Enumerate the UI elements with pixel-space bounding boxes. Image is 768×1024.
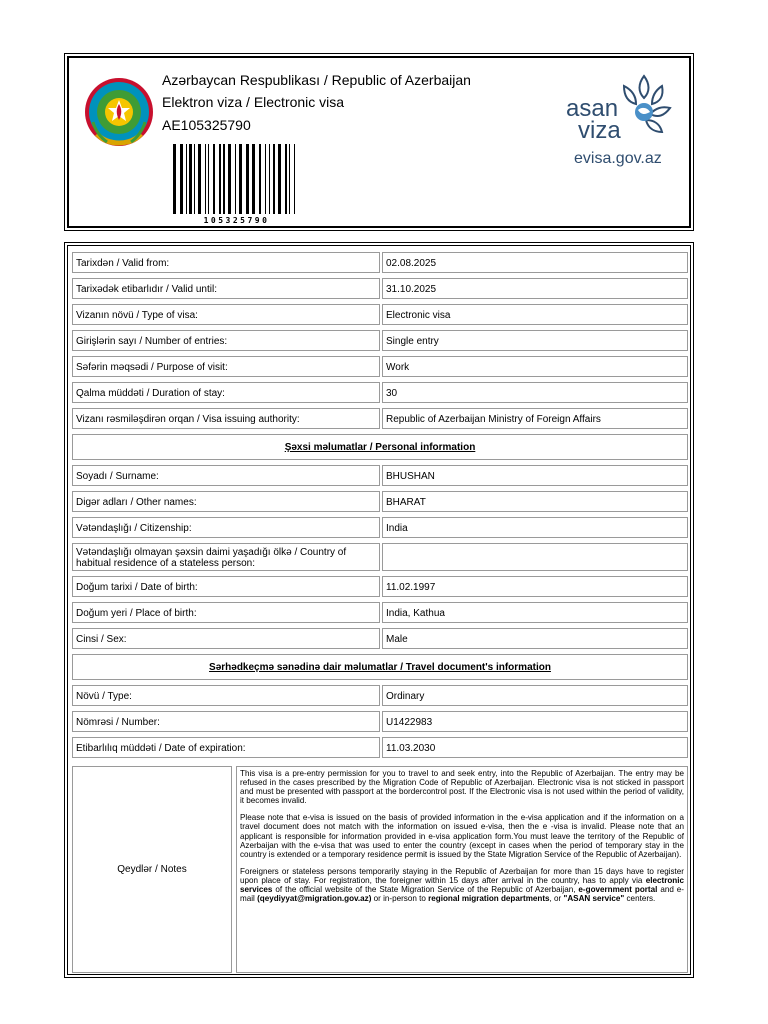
sex-value: Male xyxy=(382,628,688,649)
notes-bold-span: "ASAN service" xyxy=(563,894,625,904)
barcode-bar xyxy=(278,144,281,214)
entries-label: Girişlərin sayı / Number of entries: xyxy=(72,330,380,351)
notes-text-span: Foreigners or stateless persons temporarily staying in the Republic of Azerbaijan for more than 15 days have to register upon place of stay. For registration, the foreigner within 15 days after arrival in the country, has to apply via xyxy=(240,866,684,885)
doc-number-label: Nömrəsi / Number: xyxy=(72,711,380,732)
valid-from-value: 02.08.2025 xyxy=(382,252,688,273)
barcode-bar xyxy=(239,144,242,214)
birth-date-label: Doğum tarixi / Date of birth: xyxy=(72,576,380,597)
notes-paragraph-1: This visa is a pre-entry permission for you to travel to and seek entry, into the Republic of Azerbaijan. The entry may be refused in the cases prescribed by the Migration Code of Republic of Azerbaijan. Electronic visa is not sticked in passport and must be presented with passport at the bordercontrol post. If the Electronic visa is not used within the period of validity, it becomes invalid. xyxy=(240,769,684,806)
other-names-label: Digər adları / Other names: xyxy=(72,491,380,512)
barcode-bar xyxy=(208,144,209,214)
duration-label: Qalma müddəti / Duration of stay: xyxy=(72,382,380,403)
barcode-bar xyxy=(285,144,287,214)
doc-type-label: Növü / Type: xyxy=(72,685,380,706)
entries-value: Single entry xyxy=(382,330,688,351)
barcode-bar xyxy=(235,144,236,214)
visa-details xyxy=(64,242,694,978)
birth-place-value: India, Kathua xyxy=(382,602,688,623)
logo-word-asan: asan xyxy=(566,95,619,122)
notes-text xyxy=(236,766,688,973)
stateless-residence-value xyxy=(382,543,688,571)
valid-until-label: Tarixədək etibarlıdır / Valid until: xyxy=(72,278,380,299)
barcode-bar xyxy=(219,144,221,214)
barcode-bar xyxy=(265,144,266,214)
authority-value: Republic of Azerbaijan Ministry of Foreign Affairs xyxy=(382,408,688,429)
surname-value: BHUSHAN xyxy=(382,465,688,486)
barcode-bar xyxy=(189,144,192,214)
azerbaijan-emblem-icon xyxy=(83,74,155,156)
notes-text-span: and e-mail xyxy=(240,885,684,904)
barcode-bar xyxy=(252,144,255,214)
birth-place-label: Doğum yeri / Place of birth: xyxy=(72,602,380,623)
logo-word-viza: viza xyxy=(578,117,621,144)
site-url: evisa.gov.az xyxy=(574,150,662,167)
barcode xyxy=(173,144,300,214)
barcode-bar xyxy=(228,144,231,214)
notes-text-span: or in-person to xyxy=(371,894,429,904)
visa-number: AE105325790 xyxy=(162,117,251,133)
surname-label: Soyadı / Surname: xyxy=(72,465,380,486)
notes-paragraph-2: Please note that e-visa is issued on the basis of provided information in the e-visa application and if the information on a travel document does not match with the information on issued e-visa, then the e -visa is invalid. Please note that an applicant is responsible for information provided in e-visa application form.You must leave the territory of the Republic of Azerbaijan with the e-visa that was used to enter the country (except in cases when the period of temporary stay in the country is extended or a temporary residence permit is issued by the State Migration Service of the Republic of Azerbaijan). xyxy=(240,813,684,859)
sex-label: Cinsi / Sex: xyxy=(72,628,380,649)
citizenship-value: India xyxy=(382,517,688,538)
valid-from-label: Tarixdən / Valid from: xyxy=(72,252,380,273)
visa-type-value: Electronic visa xyxy=(382,304,688,325)
notes-label: Qeydlər / Notes xyxy=(72,766,232,973)
notes-paragraph-3 xyxy=(240,867,684,903)
visa-details-frame xyxy=(67,245,691,975)
visa-header xyxy=(64,53,694,231)
barcode-number: 105325790 xyxy=(203,216,270,225)
barcode-bar xyxy=(205,144,206,214)
barcode-bar xyxy=(198,144,201,214)
doc-expiration-label: Etibarlılıq müddəti / Date of expiration: xyxy=(72,737,380,758)
doc-type-value: Ordinary xyxy=(382,685,688,706)
valid-until-value: 31.10.2025 xyxy=(382,278,688,299)
personal-info-heading: Şəxsi məlumatlar / Personal information xyxy=(72,434,688,460)
barcode-bar xyxy=(289,144,290,214)
visa-header-frame xyxy=(67,56,691,228)
barcode-bar xyxy=(180,144,183,214)
doc-number-value: U1422983 xyxy=(382,711,688,732)
notes-bold-span: electronic services xyxy=(240,875,684,895)
barcode-bar xyxy=(213,144,215,214)
barcode-bar xyxy=(186,144,187,214)
notes-bold-span: e-government portal xyxy=(578,885,658,895)
barcode-bar xyxy=(223,144,225,214)
barcode-bar xyxy=(273,144,275,214)
stateless-residence-label: Vətəndaşlığı olmayan şəxsin daimi yaşadığı ölkə / Country of habitual residence of a stateless person: xyxy=(72,543,380,571)
doc-expiration-value: 11.03.2030 xyxy=(382,737,688,758)
citizenship-label: Vətəndaşlığı / Citizenship: xyxy=(72,517,380,538)
birth-date-value: 11.02.1997 xyxy=(382,576,688,597)
travel-doc-heading: Sərhədkeçmə sənədinə dair məlumatlar / Travel document's information xyxy=(72,654,688,680)
notes-bold-span: (qeydiyyat@migration.gov.az) xyxy=(257,894,372,904)
visa-type-title: Elektron viza / Electronic visa xyxy=(162,94,345,110)
barcode-bar xyxy=(269,144,270,214)
purpose-label: Səfərin məqsədi / Purpose of visit: xyxy=(72,356,380,377)
visa-type-label: Vizanın növü / Type of visa: xyxy=(72,304,380,325)
country-title: Azərbaycan Respublikası / Republic of Azerbaijan xyxy=(162,72,471,88)
barcode-bar xyxy=(259,144,261,214)
barcode-bar xyxy=(194,144,195,214)
notes-text-span: of the official website of the State Migration Service of the Republic of Azerbaijan, xyxy=(272,885,579,895)
notes-text-span: centers. xyxy=(624,894,656,904)
duration-value: 30 xyxy=(382,382,688,403)
notes-text-span: , or xyxy=(549,894,564,904)
barcode-bar xyxy=(173,144,176,214)
notes-bold-span: regional migration departments xyxy=(428,894,550,904)
other-names-value: BHARAT xyxy=(382,491,688,512)
purpose-value: Work xyxy=(382,356,688,377)
barcode-bar xyxy=(294,144,295,214)
authority-label: Vizanı rəsmiləşdirən orqan / Visa issuing authority: xyxy=(72,408,380,429)
barcode-bar xyxy=(246,144,249,214)
